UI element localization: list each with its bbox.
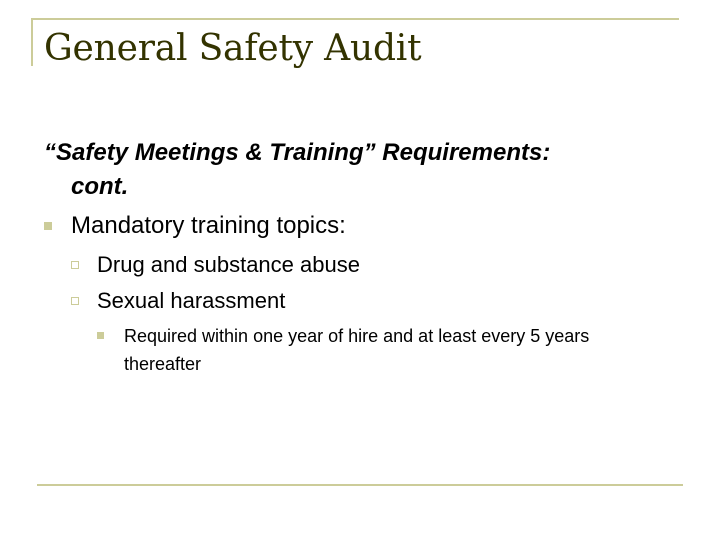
bullet-level1-text: Mandatory training topics: [71,212,346,239]
section-heading [44,136,704,204]
bullet-level2-text: Drug and substance abuse [97,252,360,277]
hollow-square-bullet-icon [71,297,79,305]
section-heading-line1: “Safety Meetings & Training” Requirements: [44,139,551,166]
filled-square-bullet-icon [44,222,52,230]
bullet-level2 [71,252,360,278]
title-frame-horizontal-rule [31,18,679,20]
bullet-level2 [71,288,285,314]
bullet-level2-text: Sexual harassment [97,288,286,313]
slide-title: General Safety Audit [44,28,422,69]
bullet-level3-text: Required within one year of hire and at least every 5 years thereafter [124,326,590,374]
footer-rule [37,484,683,486]
hollow-square-bullet-icon [71,261,79,269]
bullet-level3 [97,322,657,378]
section-heading-line2: cont. [71,173,129,200]
title-frame-vertical-rule [31,18,33,66]
filled-square-bullet-icon [97,332,104,339]
bullet-level1 [44,212,346,240]
